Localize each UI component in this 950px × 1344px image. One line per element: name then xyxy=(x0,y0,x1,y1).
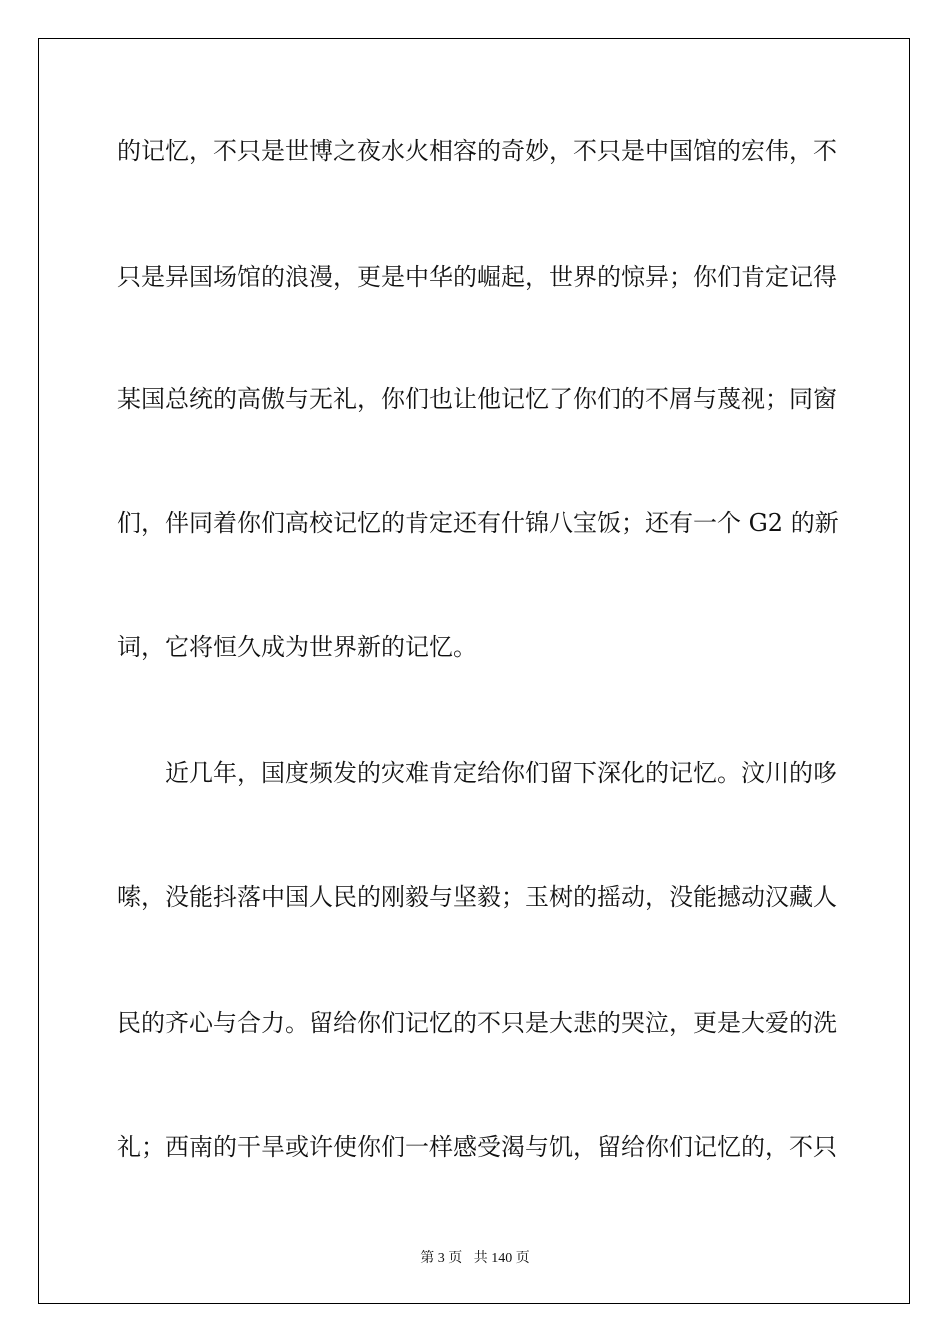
paragraph-2-line-4: 礼；西南的干旱或许使你们一样感受渴与饥，留给你们记忆的，不只 xyxy=(117,1133,837,1161)
text-line-3: 某国总统的高傲与无礼，你们也让他记忆了你们的不屑与蔑视；同窗 xyxy=(117,385,837,413)
paragraph-2-line-3: 民的齐心与合力。留给你们记忆的不只是大悲的哭泣，更是大爱的洗 xyxy=(117,1009,837,1037)
paragraph-2-line-1: 近几年，国度频发的灾难肯定给你们留下深化的记忆。汶川的哆 xyxy=(165,759,837,787)
text-line-1: 的记忆，不只是世博之夜水火相容的奇妙，不只是中国馆的宏伟，不 xyxy=(117,137,837,165)
paragraph-2-line-2: 嗦，没能抖落中国人民的刚毅与坚毅；玉树的摇动，没能撼动汉藏人 xyxy=(117,883,837,911)
page-number: 第 3 页 xyxy=(420,1251,463,1266)
page-border xyxy=(38,38,910,1304)
page-total: 共 140 页 xyxy=(473,1251,530,1266)
text-line-2: 只是异国场馆的浪漫，更是中华的崛起，世界的惊异；你们肯定记得 xyxy=(117,263,837,291)
text-line-5: 词，它将恒久成为世界新的记忆。 xyxy=(117,633,477,661)
page-footer xyxy=(0,1247,950,1267)
text-line-4: 们，伴同着你们高校记忆的肯定还有什锦八宝饭；还有一个 G2 的新 xyxy=(117,509,839,537)
